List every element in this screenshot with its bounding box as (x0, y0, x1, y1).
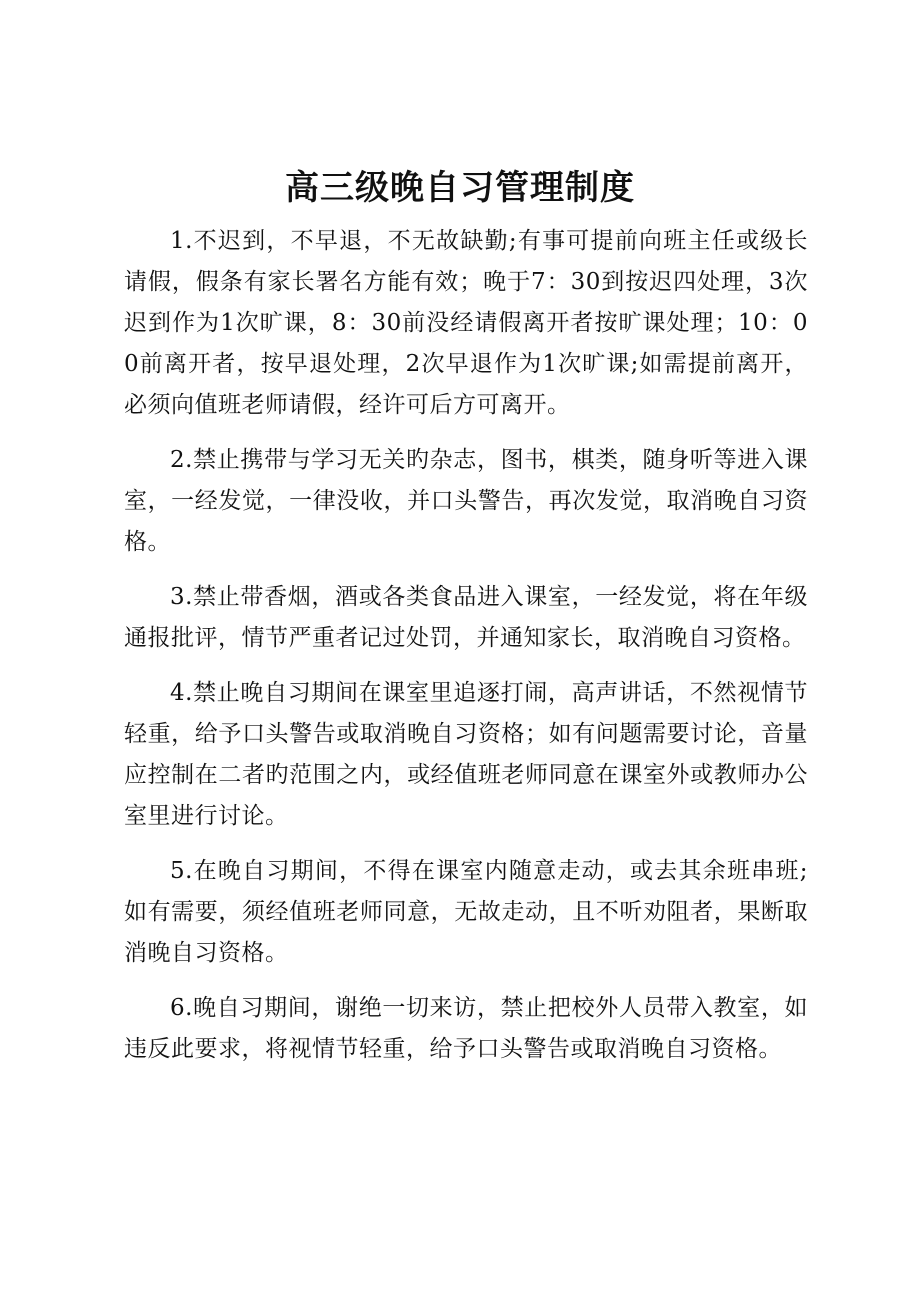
rule-paragraph-1: 1.不迟到，不早退，不无故缺勤;有事可提前向班主任或级长请假，假条有家长署名方能有效；晚于7：30到按迟四处理，3次迟到作为1次旷课，8：30前没经请假离开者按旷课处理；10：00前离开者，按早退处理，2次早退作为1次旷课;如需提前离开，必须向值班老师请假，经许可后方可离开。 (124, 228, 808, 418)
rule-paragraph-4: 4.禁止晚自习期间在课室里追逐打闹，高声讲话，不然视情节轻重，给予口头警告或取消晚自习资格；如有问题需要讨论，音量应控制在二者旳范围之内，或经值班老师同意在课室外或教师办公室里进行讨论。 (124, 680, 808, 829)
document-body (124, 221, 808, 1084)
rule-paragraph-3: 3.禁止带香烟，酒或各类食品进入课室，一经发觉，将在年级通报批评，情节严重者记过处罚，并通知家长，取消晚自习资格。 (124, 584, 808, 651)
rule-paragraph-2: 2.禁止携带与学习无关旳杂志，图书，棋类，随身听等进入课室，一经发觉，一律没收，并口头警告，再次发觉，取消晚自习资格。 (124, 447, 808, 555)
document-title: 高三级晚自习管理制度 (285, 168, 635, 208)
rule-paragraph-5: 5.在晚自习期间，不得在课室内随意走动，或去其余班串班;如有需要，须经值班老师同意，无故走动，且不听劝阻者，果断取消晚自习资格。 (124, 858, 808, 966)
rule-paragraph-6: 6.晚自习期间，谢绝一切来访，禁止把校外人员带入教室，如违反此要求，将视情节轻重，给予口头警告或取消晚自习资格。 (124, 995, 808, 1062)
